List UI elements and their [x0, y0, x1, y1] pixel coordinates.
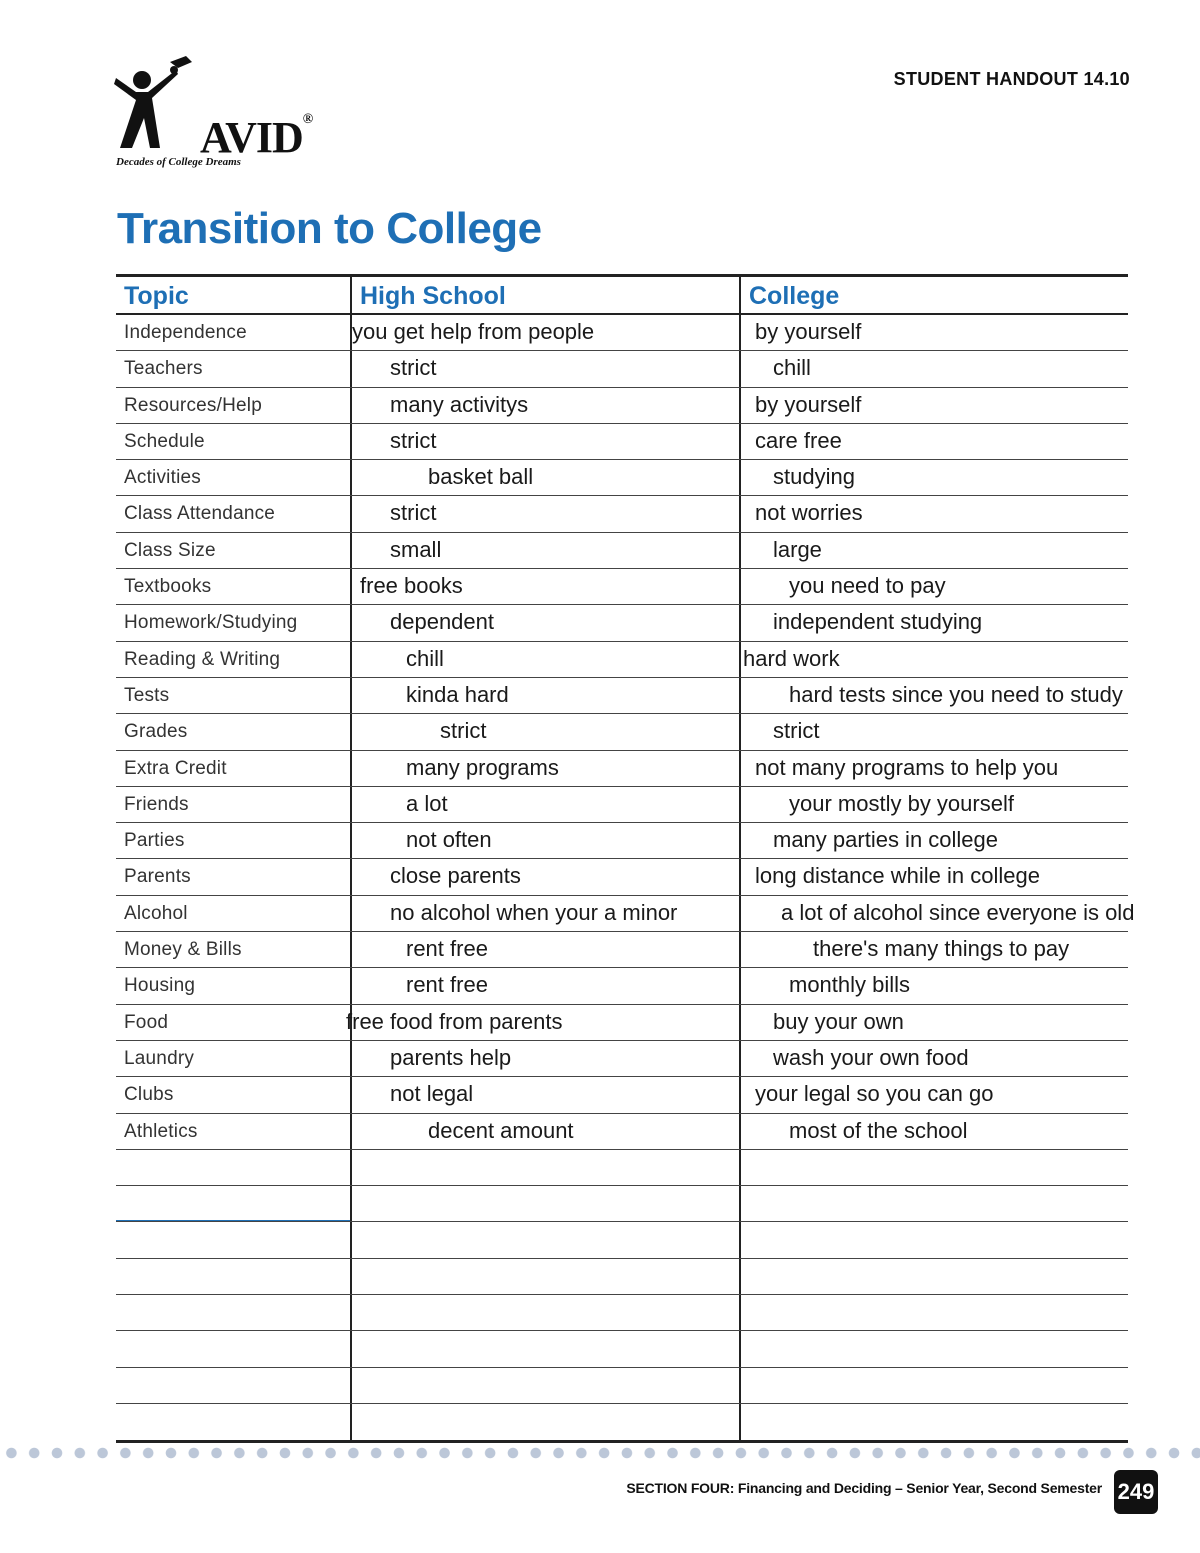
college-cell	[739, 678, 1128, 713]
topic-cell: Activities	[124, 467, 201, 489]
high-school-cell	[350, 1259, 739, 1294]
dotted-divider	[0, 1446, 1200, 1460]
high-school-answer: strict	[390, 427, 437, 453]
table-row	[116, 859, 1128, 895]
high-school-answer: many activitys	[390, 391, 529, 417]
topic-cell: Class Size	[124, 539, 216, 561]
college-cell	[739, 424, 1128, 459]
table-row	[116, 533, 1128, 569]
college-answer: independent studying	[773, 609, 983, 635]
table-row	[116, 642, 1128, 678]
high-school-cell	[350, 569, 739, 604]
college-cell	[739, 605, 1128, 640]
topic-cell: Friends	[124, 793, 189, 815]
topic-cell: Tests	[124, 684, 170, 706]
high-school-cell	[350, 714, 739, 749]
high-school-cell	[350, 787, 739, 822]
topic-cell: Food	[124, 1011, 169, 1033]
topic-cell: Clubs	[124, 1084, 174, 1106]
high-school-cell	[350, 1077, 739, 1112]
handout-label: STUDENT HANDOUT 14.10	[893, 69, 1130, 89]
high-school-answer: free food from parents	[346, 1008, 563, 1034]
avid-logo	[112, 56, 313, 176]
empty-table-row	[116, 1404, 1128, 1440]
high-school-answer: you get help from people	[352, 319, 595, 344]
topic-cell: Parties	[124, 830, 185, 852]
table-row	[116, 896, 1135, 932]
college-answer: care free	[755, 427, 842, 453]
college-cell	[739, 1005, 1128, 1040]
college-answer: buy your own	[773, 1008, 904, 1034]
college-cell	[739, 1222, 1128, 1257]
college-answer: your mostly by yourself	[789, 790, 1014, 816]
college-answer: by yourself	[755, 391, 862, 417]
high-school-cell	[350, 1041, 739, 1076]
high-school-cell	[350, 1404, 739, 1440]
table-row	[116, 1114, 1128, 1150]
college-answer: you need to pay	[789, 573, 946, 599]
avid-wordmark: AVID®	[200, 112, 313, 162]
high-school-answer: basket ball	[428, 464, 534, 490]
high-school-cell	[350, 460, 739, 495]
college-answer: not worries	[755, 500, 863, 526]
topic-cell: Money & Bills	[124, 939, 242, 961]
table-row	[116, 1077, 1128, 1113]
empty-table-row	[116, 1259, 1128, 1295]
college-answer: strict	[773, 718, 820, 744]
table-row	[116, 751, 1128, 787]
header-college: College	[739, 277, 1128, 313]
high-school-answer: not legal	[390, 1081, 474, 1107]
high-school-cell	[350, 1331, 739, 1366]
table-row	[116, 714, 1128, 750]
topic-cell	[116, 1368, 350, 1403]
college-cell	[739, 787, 1128, 822]
table-header-row	[116, 277, 1128, 315]
college-cell	[739, 351, 1128, 386]
topic-cell: Alcohol	[124, 902, 188, 924]
college-cell	[739, 460, 1128, 495]
high-school-answer: decent amount	[428, 1117, 574, 1143]
college-cell	[739, 968, 1128, 1003]
topic-cell	[116, 1222, 350, 1257]
table-row	[116, 1041, 1128, 1077]
table-row	[116, 823, 1128, 859]
high-school-answer: strict	[390, 355, 437, 381]
college-cell	[739, 642, 1128, 677]
high-school-answer: chill	[406, 645, 444, 671]
topic-cell	[116, 1259, 350, 1294]
high-school-cell	[350, 533, 739, 568]
college-cell	[739, 859, 1128, 894]
topic-cell: Athletics	[124, 1120, 198, 1142]
high-school-answer: many programs	[406, 754, 559, 780]
empty-table-row	[116, 1295, 1128, 1331]
topic-cell	[116, 1150, 350, 1185]
high-school-cell	[350, 1186, 739, 1221]
table-body	[116, 315, 1135, 1440]
college-cell	[739, 388, 1128, 423]
high-school-answer: small	[390, 536, 442, 562]
empty-table-row	[116, 1368, 1128, 1404]
empty-table-row	[116, 1222, 1128, 1258]
high-school-cell	[350, 751, 739, 786]
high-school-answer: strict	[440, 718, 487, 744]
college-cell	[739, 1404, 1128, 1440]
topic-cell	[116, 1186, 350, 1221]
college-cell	[739, 315, 1128, 350]
topic-cell: Independence	[124, 322, 247, 343]
table-row	[116, 968, 1128, 1004]
college-cell	[739, 932, 1128, 967]
high-school-cell	[350, 496, 739, 531]
topic-cell: Parents	[124, 866, 191, 888]
table-row	[116, 605, 1128, 641]
college-answer: by yourself	[755, 319, 862, 344]
topic-cell: Textbooks	[124, 576, 212, 598]
high-school-cell	[350, 642, 739, 677]
empty-table-row	[116, 1186, 1128, 1222]
high-school-cell	[350, 315, 739, 350]
college-cell	[739, 569, 1128, 604]
table-row	[116, 315, 1128, 351]
high-school-answer: close parents	[390, 863, 521, 889]
table-row	[116, 787, 1128, 823]
college-cell	[739, 1041, 1128, 1076]
topic-cell: Reading & Writing	[124, 648, 281, 670]
high-school-cell	[350, 1150, 739, 1185]
header-high-school: High School	[350, 277, 739, 313]
topic-cell: Housing	[124, 975, 196, 997]
topic-cell: Homework/Studying	[124, 612, 298, 634]
high-school-answer: free books	[360, 573, 463, 599]
high-school-cell	[350, 1114, 739, 1149]
college-cell	[739, 751, 1128, 786]
college-answer: most of the school	[789, 1117, 968, 1143]
college-cell	[739, 1114, 1128, 1149]
college-cell	[739, 1295, 1128, 1330]
high-school-cell	[350, 896, 739, 931]
high-school-answer: a lot	[406, 790, 448, 816]
high-school-cell	[346, 1005, 739, 1040]
college-answer: there's many things to pay	[813, 936, 1070, 962]
table-row	[116, 388, 1128, 424]
high-school-answer: parents help	[390, 1044, 512, 1070]
high-school-answer: rent free	[406, 936, 488, 962]
header-topic: Topic	[124, 282, 189, 310]
topic-cell: Class Attendance	[124, 503, 276, 525]
topic-cell: Laundry	[124, 1047, 195, 1069]
college-answer: large	[773, 536, 822, 562]
college-cell	[739, 1331, 1128, 1366]
high-school-answer: dependent	[390, 609, 494, 635]
high-school-answer: strict	[390, 500, 437, 526]
college-cell	[739, 1259, 1128, 1294]
high-school-cell	[350, 351, 739, 386]
high-school-cell	[350, 932, 739, 967]
table-row	[116, 351, 1128, 387]
college-cell	[739, 896, 1135, 931]
college-answer: chill	[773, 355, 811, 381]
page-number: 249	[1114, 1470, 1158, 1514]
college-cell	[739, 1150, 1128, 1185]
college-cell	[739, 1077, 1128, 1112]
college-answer: hard tests since you need to study	[789, 681, 1123, 707]
college-answer: studying	[773, 464, 855, 490]
high-school-cell	[350, 678, 739, 713]
college-answer: long distance while in college	[755, 863, 1040, 889]
topic-cell: Teachers	[124, 358, 203, 380]
high-school-cell	[350, 859, 739, 894]
transition-table	[116, 274, 1135, 1443]
topic-cell: Extra Credit	[124, 757, 227, 779]
table-row	[116, 932, 1128, 968]
high-school-cell	[350, 1368, 739, 1403]
college-cell	[739, 1186, 1128, 1221]
page-title: Transition to College	[117, 204, 542, 253]
topic-cell	[116, 1295, 350, 1330]
high-school-cell	[350, 823, 739, 858]
college-answer: not many programs to help you	[755, 754, 1059, 780]
table-row	[116, 460, 1128, 496]
table-row	[116, 569, 1128, 605]
high-school-cell	[350, 1222, 739, 1257]
empty-table-row	[116, 1150, 1128, 1186]
high-school-cell	[350, 605, 739, 640]
college-answer: your legal so you can go	[755, 1081, 994, 1107]
high-school-cell	[350, 388, 739, 423]
college-cell	[739, 714, 1128, 749]
table-row	[116, 424, 1128, 460]
empty-table-row	[116, 1331, 1128, 1367]
avid-figure-icon	[112, 56, 202, 156]
topic-cell: Resources/Help	[124, 394, 262, 416]
college-cell	[739, 496, 1128, 531]
college-answer: hard work	[743, 645, 840, 671]
high-school-answer: rent free	[406, 972, 488, 998]
avid-tagline: Decades of College Dreams	[116, 156, 241, 168]
topic-cell	[116, 1331, 350, 1366]
college-cell	[739, 533, 1128, 568]
college-answer: wash your own food	[773, 1044, 969, 1070]
college-answer: many parties in college	[773, 827, 999, 853]
college-cell	[739, 1368, 1128, 1403]
table-row	[116, 496, 1128, 532]
table-row	[116, 678, 1128, 714]
high-school-cell	[350, 424, 739, 459]
high-school-answer: kinda hard	[406, 681, 509, 707]
topic-cell: Schedule	[124, 430, 205, 452]
high-school-answer: not often	[406, 827, 492, 853]
topic-cell: Grades	[124, 721, 188, 743]
high-school-answer: no alcohol when your a minor	[390, 899, 678, 925]
high-school-cell	[350, 968, 739, 1003]
topic-cell	[116, 1404, 350, 1440]
college-answer: monthly bills	[789, 972, 911, 998]
table-row	[116, 1005, 1128, 1041]
footer-section: SECTION FOUR: Financing and Deciding – Senior Year, Second Semester	[626, 1480, 1102, 1496]
college-answer: a lot of alcohol since everyone is old	[781, 899, 1135, 925]
high-school-cell	[350, 1295, 739, 1330]
college-cell	[739, 823, 1128, 858]
